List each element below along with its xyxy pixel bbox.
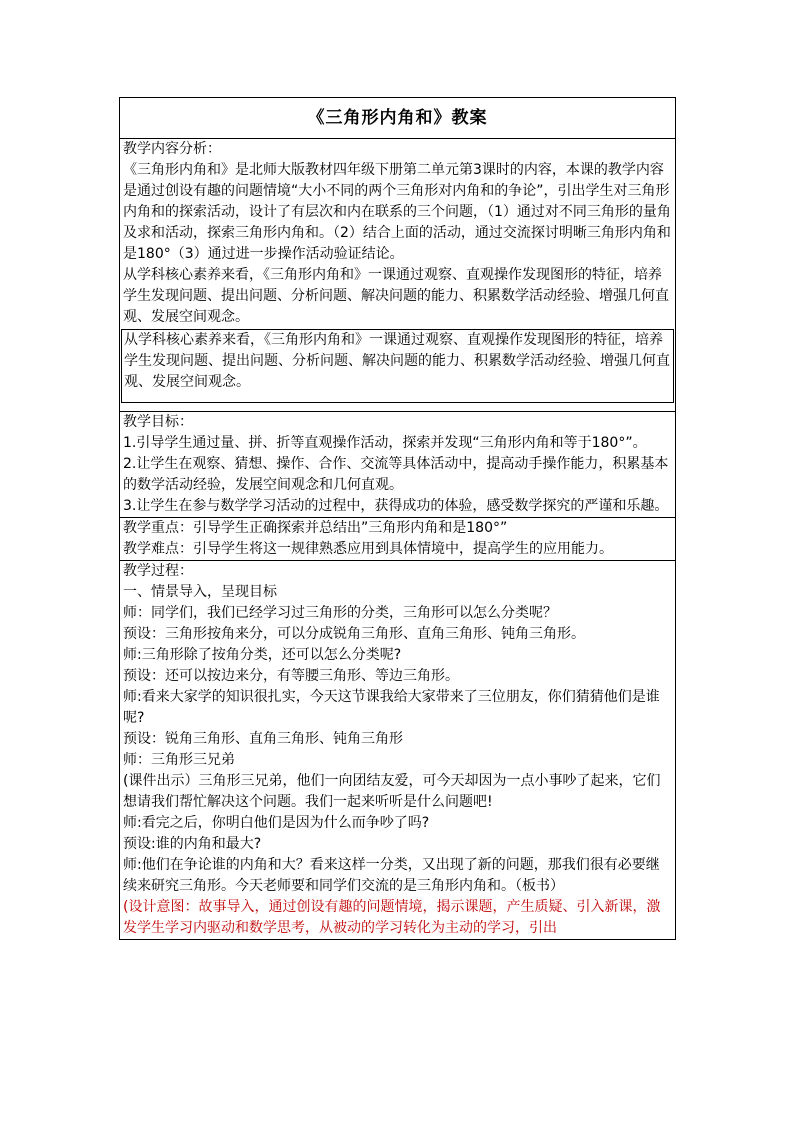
teaching-difficulty: 教学难点：引导学生将这一规律熟悉应用到具体情境中，提高学生的应用能力。 xyxy=(123,541,613,557)
process-line: 预设:谁的内角和最大? xyxy=(123,836,262,852)
process-line: 师:他们在争论谁的内角和大？看来这样一分类，又出现了新的问题，那我们很有必要继续来研究三角形。今天老师要和同学们交流的是三角形内角和。（板书） xyxy=(123,857,660,894)
content-analysis-row xyxy=(120,139,676,412)
process-line: 预设：锐角三角形、直角三角形、钝角三角形 xyxy=(123,731,403,747)
process-heading: 教学过程： xyxy=(123,563,193,579)
process-line: (课件出示）三角形三兄弟，他们一向团结友爱，可今天却因为一点小事吵了起来，它们想请我们帮忙解决这个问题。我们一起来听听是什么问题吧! xyxy=(123,773,661,810)
objective-item-2: 2.让学生在观察、猜想、操作、合作、交流等具体活动中，提高动手操作能力，积累基本的数学活动经验，发展空间观念和几何直观。 xyxy=(123,456,669,493)
content-analysis-boxed-note xyxy=(121,329,674,403)
process-line: 师:三角形除了按角分类，还可以怎么分类呢? xyxy=(123,647,402,663)
process-row xyxy=(120,561,676,940)
process-line: 师：三角形三兄弟 xyxy=(123,752,235,768)
document-title: 《三角形内角和》教案 xyxy=(120,98,676,139)
objectives-cell xyxy=(120,412,676,518)
boxed-note-text: 从学科核心素养来看，《三角形内角和》一课通过观察、直观操作发现图形的特征，培养学生发现问题、提出问题、分析问题、解决问题的能力、积累数学活动经验、增强几何直观、发展空间观念。 xyxy=(124,332,670,390)
process-line: 预设：三角形按角来分，可以分成锐角三角形、直角三角形、钝角三角形。 xyxy=(123,626,585,642)
process-line: 一、情景导入，呈现目标 xyxy=(123,584,277,600)
process-line: 师:看来大家学的知识很扎实，今天这节课我给大家带来了三位朋友，你们猜猜他们是谁呢? xyxy=(123,689,660,726)
content-analysis-paragraph-1: 《三角形内角和》是北师大版教材四年级下册第二单元第3课时的内容，本课的教学内容是通过创设有趣的问题情境“大小不同的两个三角形对内角和的争论”，引出学生对三角形内角和的探索活动，设计了有层次和内在联系的三个问题，（1）通过对不同三角形的量角及求和活动，探索三角形内角和。（2）结合上面的活动，通过交流探讨明晰三角形内角和是180°（3）通过进一步操作活动验证结论。 xyxy=(123,162,671,262)
title-row xyxy=(120,98,676,139)
objective-item-3: 3.让学生在参与数学学习活动的过程中，获得成功的体验，感受数学探究的严谨和乐趣。 xyxy=(123,498,669,514)
content-analysis-heading: 教学内容分析： xyxy=(123,141,221,157)
content-analysis-cell xyxy=(120,139,676,412)
process-cell xyxy=(120,561,676,940)
key-points-cell xyxy=(120,518,676,561)
objective-item-1: 1.引导学生通过量、拼、折等直观操作活动，探索并发现“三角形内角和等于180°”。 xyxy=(123,435,647,451)
teaching-focus: 教学重点：引导学生正确探索并总结出”三角形内角和是180°” xyxy=(123,520,508,536)
process-line: 师:看完之后，你明白他们是因为什么而争吵了吗? xyxy=(123,815,430,831)
design-intent-note: (设计意图：故事导入，通过创设有趣的问题情境，揭示课题，产生质疑、引入新课，激发学生学习内驱动和数学思考，从被动的学习转化为主动的学习，引出 xyxy=(123,899,661,936)
objectives-row xyxy=(120,412,676,518)
process-line: 预设：还可以按边来分，有等腰三角形、等边三角形。 xyxy=(123,668,459,684)
key-points-row xyxy=(120,518,676,561)
lesson-plan-document xyxy=(119,97,676,940)
process-line: 师：同学们，我们已经学习过三角形的分类，三角形可以怎么分类呢？ xyxy=(123,605,557,621)
objectives-heading: 教学目标： xyxy=(123,414,193,430)
spacer xyxy=(123,403,672,411)
lesson-plan-table xyxy=(119,97,676,940)
content-analysis-paragraph-2: 从学科核心素养来看，《三角形内角和》一课通过观察、直观操作发现图形的特征，培养学生发现问题、提出问题、分析问题、解决问题的能力、积累数学活动经验、增强几何直观、发展空间观念。 xyxy=(123,267,669,325)
